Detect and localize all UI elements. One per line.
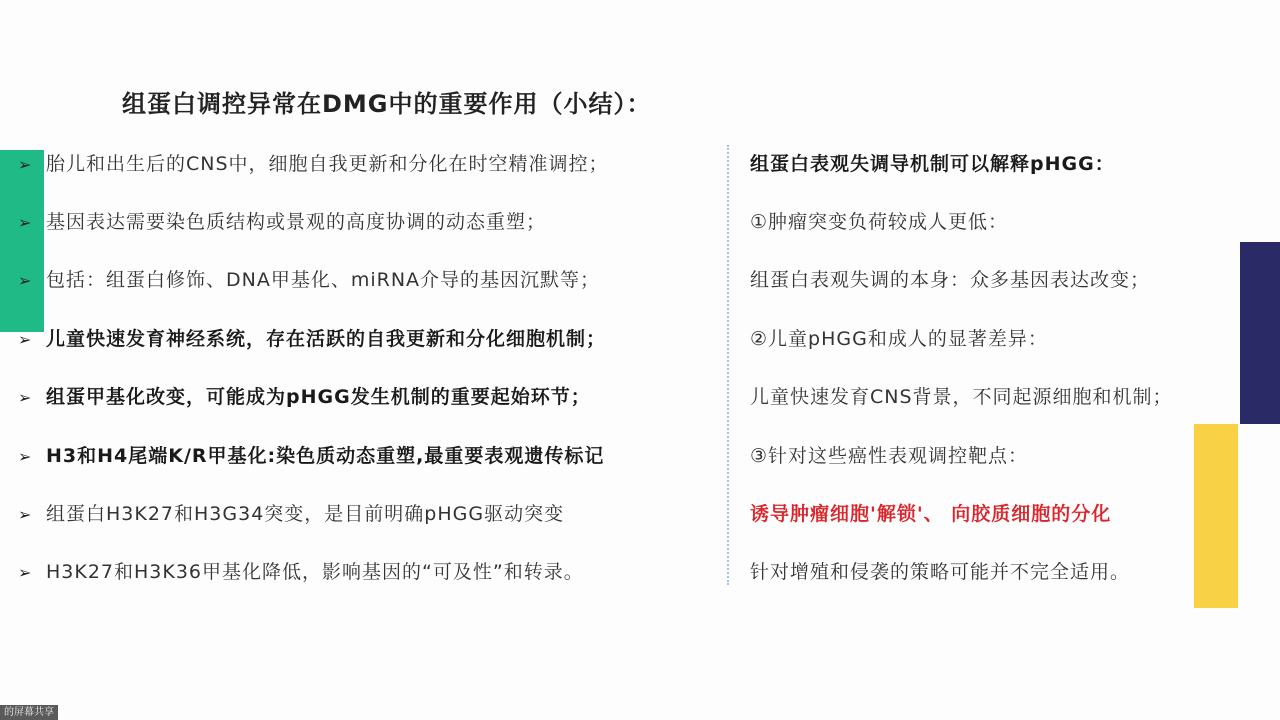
screen-share-badge: 的屏幕共享: [0, 705, 58, 720]
left-bullet-text: 组蛋白H3K27和H3G34突变，是目前明确pHGG驱动突变: [46, 503, 565, 525]
arrow-bullet-icon: ➢: [18, 155, 33, 174]
arrow-bullet-icon: ➢: [18, 505, 33, 524]
arrow-bullet-icon: ➢: [18, 563, 33, 582]
arrow-bullet-icon: ➢: [18, 388, 33, 407]
right-detail-2: 儿童快速发育CNS背景，不同起源细胞和机制；: [750, 386, 1173, 408]
left-bullet-text: 胎儿和出生后的CNS中，细胞自我更新和分化在时空精准调控；: [46, 153, 609, 175]
arrow-bullet-icon: ➢: [18, 447, 33, 466]
arrow-bullet-icon: ➢: [18, 271, 33, 290]
left-bullet-text: 组蛋甲基化改变，可能成为pHGG发生机制的重要起始环节；: [46, 386, 591, 408]
left-bullet-text: H3和H4尾端K/R甲基化:染色质动态重塑,最重要表观遗传标记: [46, 445, 605, 467]
right-detail-1: 组蛋白表观失调的本身：众多基因表达改变；: [750, 269, 1151, 291]
right-detail-3: 针对增殖和侵袭的策略可能并不完全适用。: [750, 561, 1131, 583]
right-heading: 组蛋白表观失调导机制可以解释pHGG：: [750, 153, 1115, 175]
column-divider: [727, 145, 729, 585]
right-highlight-text: 诱导肿瘤细胞'解锁'、 向胶质细胞的分化: [750, 503, 1112, 525]
right-point-3: ③针对这些癌性表观调控靶点：: [750, 445, 1029, 467]
right-point-1: ①肿瘤突变负荷较成人更低：: [750, 211, 1009, 233]
left-bullet-item: [18, 208, 718, 237]
left-bullet-item: [18, 266, 718, 295]
left-bullet-item: [18, 558, 718, 587]
arrow-bullet-icon: ➢: [18, 213, 33, 232]
right-point-2: ②儿童pHGG和成人的显著差异：: [750, 328, 1048, 350]
arrow-bullet-icon: ➢: [18, 330, 33, 349]
left-bullet-item: [18, 442, 718, 471]
left-bullet-text: 儿童快速发育神经系统，存在活跃的自我更新和分化细胞机制；: [46, 328, 607, 350]
left-bullet-item: [18, 500, 718, 529]
left-bullet-text: H3K27和H3K36甲基化降低，影响基因的“可及性”和转录。: [46, 561, 584, 583]
slide-title: 组蛋白调控异常在DMG中的重要作用（小结）：: [122, 90, 652, 118]
left-bullet-text: 基因表达需要染色质结构或景观的高度协调的动态重塑；: [46, 211, 547, 233]
left-bullet-text: 包括：组蛋白修饰、DNA甲基化、miRNA介导的基因沉默等；: [46, 269, 601, 291]
left-bullet-item: [18, 325, 718, 354]
left-bullet-item: [18, 150, 718, 179]
navy-accent-bar: [1240, 242, 1280, 424]
left-bullet-item: [18, 383, 718, 412]
